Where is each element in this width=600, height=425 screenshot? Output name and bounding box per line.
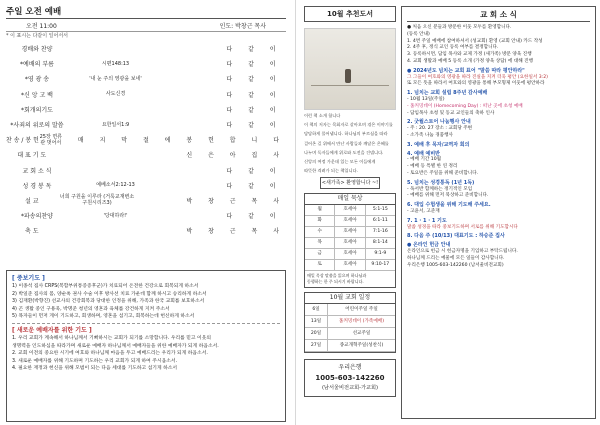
order-row — [6, 117, 286, 132]
sidebar-column — [304, 6, 396, 397]
order-item: *회개의기도 — [21, 106, 53, 114]
news-item: 하나님께 드리는 예물에 모든 일들이 감사합니다. — [407, 255, 505, 261]
schedule-date: 27일 — [305, 340, 328, 351]
service-header — [6, 4, 286, 19]
news-header: 교 회 소 식 — [407, 9, 590, 22]
reading-verse: 9:1-9 — [374, 251, 387, 257]
prayer-item: 5) 목자들이 먼저 게이 기도하고, 회생하며, 영혼을 섬기고, 회복하는데 헌신하게 하소서 — [12, 314, 195, 320]
order-row — [6, 132, 286, 147]
prayer-list — [12, 283, 280, 321]
daily-note-line: 매일 묵상 말씀을 읽으며 하나님과 — [307, 273, 367, 279]
daily-reading-table — [304, 193, 396, 287]
reading-book: 호세아 — [335, 227, 365, 237]
news-list — [407, 25, 590, 269]
prayer-item: 2. 교회 이전의 중요한 시기에 여호와 하나님께 마음을 두고 예배드리는 우리가 되게 하옵소서. — [12, 351, 208, 357]
news-item: - 예배 등 특별 한 연 정리 — [407, 164, 458, 170]
order-list — [6, 41, 286, 238]
schedule-header: 10월 교회 일정 — [305, 293, 395, 304]
order-row — [6, 71, 286, 86]
news-item: 1. 4번 주일 예배에 참여하셔서 (성교회) 환영 (교회 안내) 카드 작성 — [407, 38, 543, 44]
news-item: - 토요반은 주일을 위해 준비합니다. — [407, 170, 479, 176]
order-item: *파송의찬양 — [21, 213, 53, 221]
news-item: 또 모든 뜻을 따라서 여호와의 영광을 통해 부모형제 이웃에 평안하라 — [407, 81, 545, 87]
order-item: 성 경 봉 독 — [22, 182, 52, 190]
news-item: ● 온라인 헌금 안내 — [407, 242, 451, 249]
order-item: *영 광 송 — [24, 76, 50, 84]
reading-day: 목 — [305, 238, 335, 248]
prayer-item: 1. 우리 교회가 계속해서 하나님께서 기뻐하시는 교회가 되기를 소망합니다. 우리를 믿고 이웃의 — [12, 335, 211, 341]
news-item: - 예배를 위해 먼저 묵상하고 준비합니다. — [407, 193, 489, 199]
daily-reading-header: 매일 묵상 — [305, 194, 395, 205]
service-leader: 인도: 박창근 목사 — [219, 22, 266, 30]
order-person: 다 같 이 — [226, 91, 283, 99]
order-person: 박 창 근 목 사 — [186, 228, 286, 236]
order-person: 다 같 이 — [226, 106, 283, 114]
schedule-date: 6일 — [305, 304, 328, 315]
news-item: 4. 예배 예비반 — [407, 150, 441, 157]
church-news-column — [401, 6, 596, 419]
order-detail: 사도신경 — [105, 91, 126, 98]
news-item: - 고윤서, 고준재 — [407, 208, 440, 214]
reading-verse: 7:1-16 — [372, 229, 388, 235]
schedule-row — [305, 340, 395, 352]
book-cover-image — [304, 28, 396, 110]
schedule-event: 어린이주일 주일 — [345, 306, 378, 312]
daily-reading-row — [305, 227, 395, 238]
book-description — [304, 113, 396, 174]
service-time: 오전 11:00 — [26, 22, 57, 30]
book-desc-line: 나누며 독자들에게 위로와 도전을 건넵니다. — [304, 149, 384, 155]
schedule-date: 20일 — [305, 328, 328, 339]
prayer-item: 1) 이종석 집사 CRPS(복합부위통증증후군)가 치료되어 온전한 건강으로 회복되게 하소서 — [12, 284, 199, 289]
order-person: 신 은 아 집 사 — [186, 152, 286, 160]
order-row — [6, 193, 286, 208]
prayer-heading: [ 중보기도 ] — [12, 275, 45, 282]
prayer-item: 생명력을 인도하심을 따라가며 새로운 예배자 하나님께서 예배자들을 위한 예배자가 되게 하옵소서. — [12, 343, 219, 349]
schedule-row — [305, 316, 395, 328]
page-divider — [295, 0, 296, 425]
order-row — [6, 87, 286, 102]
news-item: 4. 교회 생활과 예배 5 등록 소개 (가정 양육 상담) 에 대해 진행 — [407, 58, 534, 64]
book-desc-line: 신앙의 여정 가운데 있는 모든 이들에게 — [304, 159, 376, 165]
news-item: - 독서반 함께하는 정기적인 모임 — [407, 186, 473, 192]
order-row — [6, 223, 286, 238]
account-number: 1005-603-142260 — [315, 373, 385, 382]
service-title: 주일 오전 예배 — [6, 7, 62, 17]
schedule-table — [304, 292, 396, 353]
daily-reading-row — [305, 260, 395, 271]
prayer-item: 3. 새로운 예배자를 위해 기도하며 기도하는 우리 교회가 되게 하여 주시옵소서. — [12, 358, 177, 364]
reading-day: 금 — [305, 249, 335, 259]
order-item: 경배와 찬양 — [21, 46, 53, 54]
order-person: 다 같 이 — [226, 46, 283, 54]
standing-note: * 이 표시는 다같이 일어서서 — [6, 33, 68, 39]
reading-verse: 5:1-15 — [372, 207, 388, 213]
prayer-item: 4) 곤 생활 중인 구용욱, 박명준 청년의 영혼과 육체를 강건하게 지켜 주소서 — [12, 306, 170, 312]
reading-book: 호세아 — [335, 249, 365, 259]
news-item: 7. 1 · 1 · 1 기도 — [407, 217, 447, 224]
news-item: 우리은행 1005-603-142260 (남서울비전교회) — [407, 262, 504, 268]
news-item: 2. 굿월스토어 나눔행사 안내 — [407, 119, 471, 126]
order-detail: 너희 구원을 이루라 (거룩교재변소 구원시리즈3) — [59, 194, 135, 207]
prayer-list-2 — [12, 335, 280, 373]
daily-note-line: 동행하는 한 주 되시기 바랍니다. — [307, 279, 364, 285]
giving-box — [304, 359, 396, 397]
schedule-row — [305, 328, 395, 340]
order-detail: 시편148:13 — [101, 60, 130, 67]
news-item: 8. 다음 주 (10/13) 대표기도 : 하승준 집사 — [407, 233, 505, 240]
news-item: 6. 대입 수험생을 위해 기도해 주세요. — [407, 202, 491, 209]
order-person: 다 같 이 — [226, 213, 283, 221]
news-item: 3. 예배 후 목자/교역자 회의 — [407, 141, 470, 148]
prayer-box — [6, 270, 286, 422]
order-item: 대 표 기 도 — [17, 152, 47, 160]
book-header: 10월 추천도서 — [304, 6, 396, 22]
prayer-heading-2: [ 새로운 예배자를 위한 기도 ] — [12, 326, 92, 334]
reading-book: 호세아 — [335, 260, 365, 270]
news-item: 온라인으로 헌금 시 헌금자명을 기입하고 부탁드립니다. — [407, 248, 518, 254]
service-meta — [6, 19, 286, 32]
book-desc-line: 담담하게 풀어냅니다. 하나님의 부르심을 따라 — [304, 131, 388, 137]
order-detail: 예베소서2:12-13 — [96, 182, 135, 189]
order-item: *예배의 부름 — [20, 61, 54, 69]
schedule-date: 13일 — [305, 316, 328, 327]
order-person: 매 지 막 절 에 봉 헌 합 니 다 — [77, 137, 286, 145]
order-row — [6, 41, 286, 56]
news-item: 2. 4주 후, 정식 교인 등록 여부를 결정합니다. — [407, 45, 499, 51]
news-item: (등록 안내) — [407, 31, 430, 37]
order-item: 설 교 — [25, 197, 39, 205]
daily-reading-row — [305, 216, 395, 227]
order-detail: '내 눈 주의 영광을 보네' — [89, 75, 142, 82]
order-item: 교 회 소 식 — [22, 167, 52, 175]
reading-day: 수 — [305, 227, 335, 237]
news-item: - 예배 기간 10월 — [407, 157, 442, 163]
reading-book: 호세아 — [335, 205, 365, 215]
order-detail: 25장 면류관 벗어서 — [39, 133, 63, 146]
news-item: 말씀 성경을 따라 중보기도하며 서로를 위해 기도합시다 — [407, 224, 518, 230]
reading-verse: 8:1-14 — [372, 240, 388, 246]
news-item: ● 2024년도 넘치는 교회 표어 "말씀 따라 평안하라" — [407, 67, 525, 74]
news-item: - 담임목사 초청 및 동교 교인들의 축하 인사 — [407, 110, 495, 116]
order-item: 찬 송 / 봉 헌 — [6, 137, 39, 145]
order-person: 다 같 이 — [226, 182, 283, 190]
book-desc-line: 이 책의 저자는 목회자로 살아오며 겪은 이야기를 — [304, 122, 393, 128]
schedule-event: 선교주일 — [352, 330, 371, 336]
news-item: - 소가족 나눔 경품행사 — [407, 132, 453, 138]
order-row — [6, 147, 286, 162]
news-item: 그 그들이 여호와의 영광을 따라 진실을 지켜 더욱 평안 (요한일서 3:2) — [407, 74, 548, 80]
schedule-event: 종교개혁주일(성찬식) — [339, 342, 384, 348]
order-person: 다 같 이 — [226, 167, 283, 175]
daily-reading-row — [305, 249, 395, 260]
order-person: 다 같 이 — [226, 122, 283, 130]
daily-reading-row — [305, 205, 395, 216]
daily-reading-row — [305, 238, 395, 249]
order-row — [6, 208, 286, 223]
bank-name: 우리은행 — [338, 363, 362, 371]
prayer-item: 3) 김재환(박향진) 선교사의 건강회복과 당대한 인정을 위해, 가족과 한국 교회를 보호하소서 — [12, 299, 205, 305]
reading-day: 토 — [305, 260, 335, 270]
reading-verse: 6:1-11 — [372, 218, 388, 224]
order-detail: 요한일서1:9 — [101, 121, 130, 128]
reading-day: 화 — [305, 216, 335, 226]
order-person: 박 창 근 목 사 — [186, 197, 286, 205]
reading-day: 월 — [305, 205, 335, 215]
prayer-item: 4. 필요한 재정과 헌신을 위해 모범이 되는 다음 세대를 기도하고 섬기게 하소서 — [12, 366, 177, 372]
reading-verse: 9:10-17 — [371, 262, 390, 268]
book-desc-line: 따뜻한 격려가 되는 책입니다. — [304, 168, 358, 174]
order-row — [6, 56, 286, 71]
news-item: - 주 : 20. 27 장소 : 교회당 주변 — [407, 126, 473, 132]
book-desc-line: 걸어온 길 위에서 만난 사람들과 깨달은 은혜를 — [304, 140, 389, 146]
account-owner: (남서울비전교회-가교회) — [321, 384, 379, 391]
order-item: 축 도 — [25, 228, 39, 236]
news-item: 1. 넘치는 교회 설립 8주년 감사예배 — [407, 90, 488, 97]
order-person: 다 같 이 — [226, 61, 283, 69]
book-desc-line: 이런 책 소개 합니다 — [304, 113, 341, 118]
order-row — [6, 178, 286, 193]
prayer-item: 2) 박일준 집사의 몸, 양순옥 권사 수술 이후 방사선 치료 가운데 함께 하시고 승리하게 하소서 — [12, 291, 207, 297]
order-person: 다 같 이 — [226, 76, 283, 84]
news-page — [300, 0, 600, 425]
news-item: ● 처음 오신 분들과 방문한 이웃 모두를 환영합니다. — [407, 25, 512, 30]
welcome-banner: <새가족> 환영합니다 ~! — [320, 177, 380, 189]
news-item: 5. 넘치는 성경통독 (1년 1독) — [407, 179, 475, 186]
order-item: *신 앙 고 백 — [21, 91, 53, 99]
news-item: 3. 등록하시면, 담임 목사와 교제 가정 (새가족) 방문 양육 진행 — [407, 52, 532, 58]
order-row — [6, 102, 286, 117]
reading-book: 호세아 — [335, 216, 365, 226]
news-item: - 10월 13일(주일) — [407, 96, 445, 102]
order-row — [6, 163, 286, 178]
reading-book: 호세아 — [335, 238, 365, 248]
schedule-event: 홈커밍데이 (가족예배) — [339, 318, 384, 324]
order-item: *사죄의 위로의 말씀 — [10, 122, 64, 130]
schedule-row — [305, 304, 395, 316]
order-detail: '당대하라!' — [103, 212, 128, 219]
news-item: - 홈커밍데이 (Homecoming Day) : 떠난 곳에 초청 예배 — [407, 103, 523, 109]
